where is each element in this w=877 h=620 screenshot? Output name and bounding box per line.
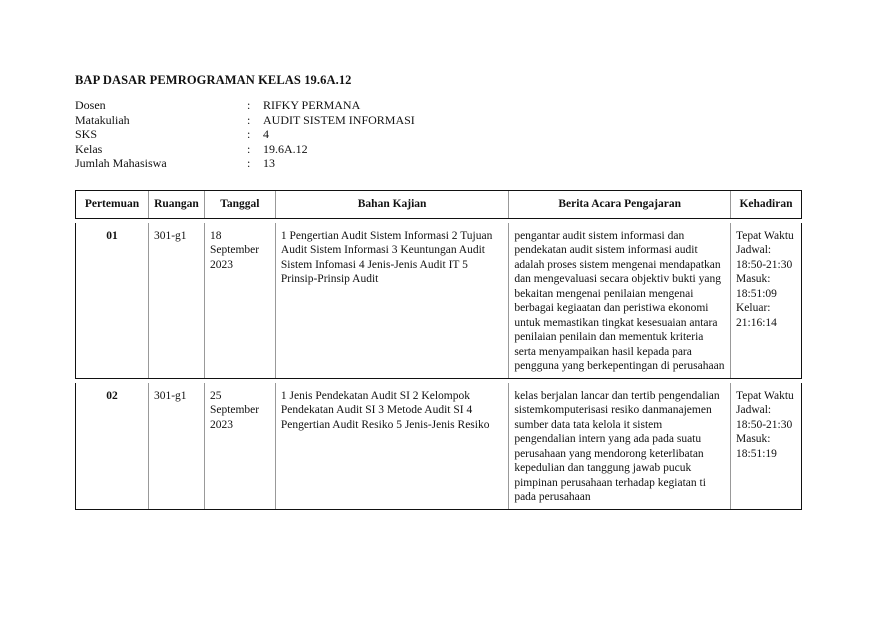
info-colon: : (247, 141, 251, 156)
cell-bahan-kajian: 1 Jenis Pendekatan Audit SI 2 Kelompok Pendekatan Audit SI 3 Metode Audit SI 4 Pengertian Audit Resiko 5 Jenis-Jenis Resiko (275, 383, 508, 510)
cell-kehadiran: Tepat Waktu Jadwal: 18:50-21:30 Masuk: 18:51:19 (731, 383, 802, 510)
cell-bahan-kajian: 1 Pengertian Audit Sistem Informasi 2 Tujuan Audit Sistem Informasi 3 Keuntungan Audit Sistem Infomasi 4 Jenis-Jenis Audit IT 5 Prinsip-Prinsip Audit (275, 223, 508, 379)
cell-berita-acara: pengantar audit sistem informasi dan pendekatan audit sistem informasi audit adalah proses sistem mengenai mendapatkan dan mengevaluasi secara objektiv bukti yang bekaitan mengenai penilaian mengenai berbagai kegiaatan dan peristiwa ekonomi untuk memastikan tingkat kesesuaian antara penilaian penilain dan mementuk kriteria serta menyampaikan hasil kepada para pengguna yang berkepentingan di perusahaan (509, 223, 731, 379)
info-label: Matakuliah (75, 112, 130, 127)
table-header-row (76, 191, 802, 219)
cell-kehadiran: Tepat Waktu Jadwal: 18:50-21:30 Masuk: 18:51:09 Keluar: 21:16:14 (731, 223, 802, 379)
cell-tanggal: 25 September 2023 (204, 383, 275, 510)
header-bahan-kajian: Bahan Kajian (275, 191, 508, 219)
info-colon: : (247, 112, 251, 127)
info-row-sks (75, 127, 415, 142)
cell-pertemuan: 02 (76, 383, 149, 510)
table-row (76, 383, 802, 510)
cell-tanggal: 18 September 2023 (204, 223, 275, 379)
cell-berita-acara: kelas berjalan lancar dan tertib pengendalian sistemkomputerisasi resiko danmanajemen sumber data tata kelola it sistem pengendalian intern yang ada pada suatu perusahaan yang mendorong keterlibatan kepedulian dan tanggung jawab pucuk pimpinan perusahaan terhadap kegiatan ti pada perusahaan (509, 383, 731, 510)
header-berita-acara: Berita Acara Pengajaran (509, 191, 731, 219)
info-value: 13 (263, 156, 275, 170)
cell-ruangan: 301-g1 (148, 383, 204, 510)
info-colon: : (247, 156, 251, 170)
header-tanggal: Tanggal (204, 191, 275, 219)
info-label: SKS (75, 127, 98, 141)
info-row-dosen (75, 98, 415, 113)
cell-pertemuan: 01 (76, 223, 149, 379)
info-value: RIFKY PERMANA (263, 98, 361, 112)
header-kehadiran: Kehadiran (731, 191, 802, 219)
info-value: 19.6A.12 (263, 141, 308, 156)
bap-table (75, 190, 802, 510)
header-pertemuan: Pertemuan (76, 191, 149, 219)
info-value: 4 (263, 127, 269, 141)
table-row (76, 223, 802, 379)
header-ruangan: Ruangan (148, 191, 204, 219)
info-label: Jumlah Mahasiswa (75, 156, 167, 170)
info-colon: : (247, 127, 251, 141)
info-value: AUDIT SISTEM INFORMASI (263, 112, 415, 127)
info-label: Dosen (75, 98, 106, 112)
info-label: Kelas (75, 141, 103, 156)
info-row-matakuliah (75, 113, 415, 128)
info-colon: : (247, 98, 251, 112)
document-title: BAP DASAR PEMROGRAMAN KELAS 19.6A.12 (75, 73, 352, 87)
info-row-jumlah-mahasiswa (75, 156, 415, 171)
info-row-kelas (75, 142, 415, 157)
cell-ruangan: 301-g1 (148, 223, 204, 379)
info-block (75, 98, 415, 171)
